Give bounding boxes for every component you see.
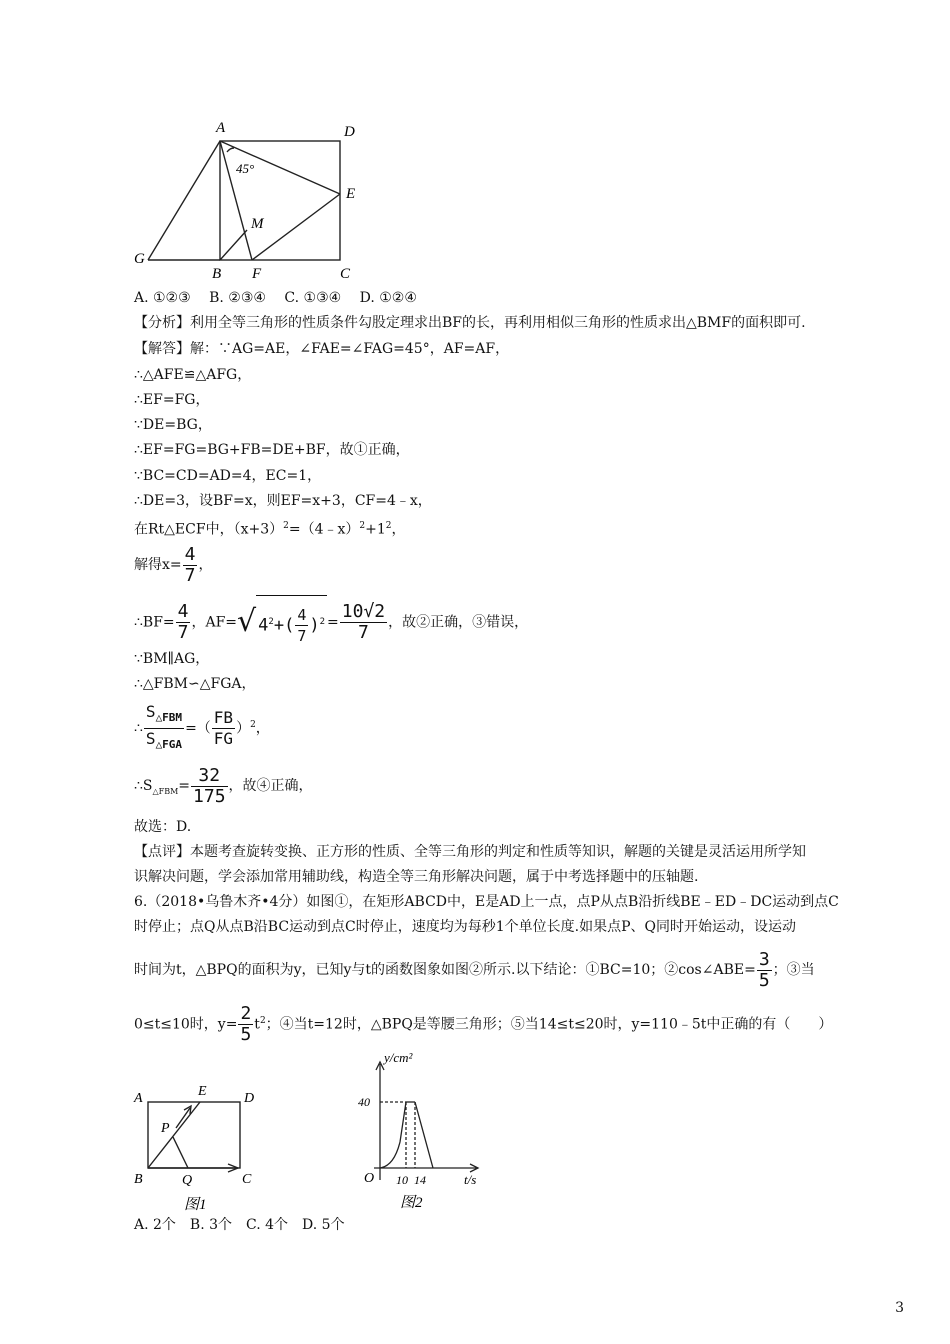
sub: △FBM — [152, 786, 179, 796]
denominator: 175 — [193, 785, 226, 807]
square-abcd — [220, 141, 340, 260]
text: ， — [255, 720, 270, 737]
t-axis-label: t/s — [464, 1172, 477, 1187]
fraction — [757, 950, 772, 991]
fraction — [176, 602, 191, 643]
denominator: FG — [213, 729, 234, 749]
origin-label: O — [364, 1171, 375, 1186]
text: ；③当 — [772, 962, 815, 978]
figure2-graph — [350, 1052, 490, 1217]
solution-line-area — [134, 763, 313, 815]
s: S — [145, 701, 156, 721]
eq-sup: 2 — [385, 521, 392, 531]
solution-line: ∴△FBM∽△FGA， — [134, 676, 256, 692]
rad-sup: 2 — [319, 617, 326, 627]
rad-part: ) — [309, 615, 320, 636]
radical: √ — [237, 604, 257, 640]
numerator: 4 — [297, 606, 307, 625]
eq-part: +1 — [365, 521, 386, 538]
answer-options: A. ①②③ B. ②③④ C. ①③④ D. ①②④ — [134, 290, 417, 306]
solution-line-equation — [134, 517, 406, 539]
label-e: E — [346, 186, 356, 202]
question6-line: 时停止；点Q从点B沿BC运动到点C时停止，速度均为每秒1个单位长度.如果点P、Q同时开始运动，设运动 — [134, 919, 796, 935]
text: ∴BF= — [134, 614, 175, 631]
figure2-caption: 图2 — [400, 1195, 423, 1211]
s: S — [145, 729, 156, 749]
denominator: 5 — [758, 969, 770, 991]
label-p: P — [161, 1121, 170, 1136]
label-a: A — [216, 120, 226, 136]
label-d: D — [344, 124, 355, 140]
question6-line: 6.（2018•乌鲁木齐•4分）如图①，在矩形ABCD中，E是AD上一点，点P从点B沿折线BE﹣ED﹣DC运动到点C — [134, 894, 839, 910]
solution-line: ∴EF=FG， — [134, 392, 210, 408]
denominator: 5 — [240, 1024, 252, 1046]
label-b: B — [212, 266, 222, 282]
text: = — [327, 614, 339, 631]
numerator: 10√2 — [341, 600, 386, 622]
label-b: B — [134, 1172, 143, 1187]
text: 时间为t，△BPQ的面积为y，已知y与t的函数图象如图②所示.以下结论：①BC=10；②cos∠ABE= — [134, 962, 756, 978]
figure1-caption: 图1 — [184, 1197, 207, 1213]
answer-options-q6: A. 2个 B. 3个 C. 4个 D. 5个 — [134, 1217, 345, 1233]
tick-14: 14 — [414, 1173, 426, 1187]
rad-part: 4 — [258, 615, 269, 636]
sup: 2 — [250, 720, 256, 730]
segment-be — [148, 1102, 200, 1168]
sub: △FGA — [155, 738, 183, 752]
fraction — [212, 708, 235, 749]
segment-ag — [148, 141, 220, 260]
denominator: 7 — [297, 627, 307, 646]
label-d: D — [244, 1091, 255, 1106]
text: ，故④正确， — [228, 778, 313, 794]
page-number: 3 — [895, 1300, 904, 1316]
text: t — [254, 1016, 260, 1033]
text: ， — [198, 557, 213, 573]
solution-line: ∴DE=3，设BF=x，则EF=x+3，CF=4﹣x， — [134, 493, 432, 509]
solution-line-area-ratio — [134, 700, 270, 755]
radicand — [256, 595, 327, 650]
numerator: 4 — [177, 600, 189, 622]
text: ，AF= — [191, 614, 238, 631]
solution-line: 【解答】解：∵AG=AE，∠FAE=∠FAG=45°，AF=AF， — [134, 341, 510, 357]
denominator: 7 — [358, 621, 369, 643]
label-e: E — [198, 1084, 207, 1099]
numerator: 2 — [240, 1003, 252, 1025]
numerator: 32 — [191, 766, 228, 787]
figure1-rectangle — [128, 1080, 268, 1215]
segment-pq — [173, 1137, 188, 1168]
segment-decline — [415, 1102, 433, 1168]
eq-part: ， — [391, 521, 406, 538]
solution-line: ∵DE=BG， — [134, 417, 212, 433]
text: 0≤t≤10时，y= — [134, 1016, 238, 1033]
eq-part: 在Rt△ECF中，（x+3） — [134, 521, 284, 538]
label-m: M — [251, 216, 264, 232]
eq-sup: 2 — [359, 521, 366, 531]
label-q: Q — [182, 1173, 193, 1188]
text: = — [178, 778, 191, 794]
solution-line: 故选：D. — [134, 819, 192, 835]
label-c: C — [340, 266, 351, 282]
numerator: 3 — [758, 948, 770, 970]
comment-line: 【点评】本题考查旋转变换、正方形的性质、全等三角形的判定和性质等知识，解题的关键是灵活运用所学知 — [134, 844, 806, 860]
rad-part: +( — [273, 615, 295, 636]
angle-arc — [227, 148, 234, 152]
solution-line-bf-af — [134, 595, 528, 650]
numerator — [144, 702, 184, 729]
text: 解得x= — [134, 557, 182, 573]
tick-10: 10 — [396, 1173, 408, 1187]
solution-line-x — [134, 543, 212, 587]
eq-part: =（4﹣x） — [288, 521, 360, 538]
fraction — [340, 602, 387, 643]
text: ） — [236, 720, 251, 737]
label-a: A — [134, 1091, 143, 1106]
text: ；④当t=12时，△BPQ是等腰三角形；⑤当14≤t≤20时，y=110﹣5t中正确的有（ ） — [265, 1016, 833, 1033]
text: =（ — [185, 720, 211, 737]
solution-line: ∴EF=FG=BG+FB=DE+BF，故①正确， — [134, 442, 410, 458]
label-g: G — [134, 251, 145, 267]
label-angle-45: 45° — [236, 161, 255, 176]
denominator: 7 — [177, 621, 189, 643]
y-axis-label: y/cm² — [384, 1052, 413, 1065]
geometry-figure-square — [130, 118, 370, 283]
comment-line: 识解决问题，学会添加常用辅助线，构造全等三角形解决问题，属于中考选择题中的压轴题. — [134, 869, 699, 885]
fraction — [183, 545, 198, 586]
question6-line-cos — [134, 945, 815, 995]
rad-sup: 2 — [268, 617, 274, 627]
label-f: F — [252, 266, 262, 282]
curve-parabola — [380, 1102, 406, 1168]
solution-line: ∵BC=CD=AD=4，EC=1， — [134, 468, 322, 484]
denominator: 7 — [184, 564, 196, 586]
sup: 2 — [259, 1016, 266, 1026]
solution-line: ∵BM∥AG， — [134, 651, 210, 667]
fraction — [191, 766, 228, 807]
solution-line: ∴△AFE≌△AFG， — [134, 367, 252, 383]
segment-bm — [220, 230, 247, 260]
text: ∴S — [134, 778, 153, 794]
fraction — [238, 1004, 253, 1045]
analysis-text: 【分析】利用全等三角形的性质条件勾股定理求出BF的长，再利用相似三角形的性质求出△BMF的面积即可. — [134, 315, 806, 331]
question6-line-y — [134, 996, 832, 1050]
label-c: C — [242, 1172, 252, 1187]
fraction — [144, 702, 184, 755]
arrowhead-p — [184, 1106, 191, 1114]
fraction — [295, 605, 308, 646]
denominator — [144, 729, 184, 755]
eq-sup: 2 — [283, 521, 289, 531]
numerator: 4 — [184, 543, 196, 565]
tick-40: 40 — [358, 1095, 370, 1109]
text: ，故②正确，③错误， — [388, 614, 529, 631]
numerator: FB — [213, 708, 234, 728]
segment-ef — [252, 194, 340, 260]
sub: △FBM — [155, 711, 183, 725]
text: ∴ — [134, 720, 143, 737]
